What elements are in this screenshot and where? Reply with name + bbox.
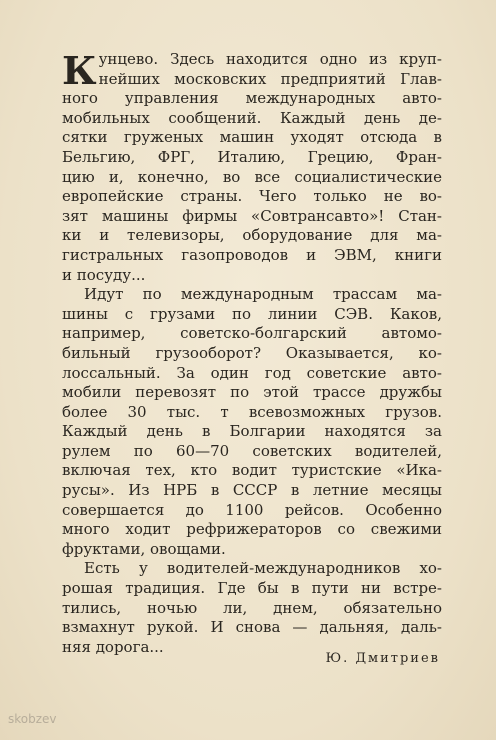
text-line: няя дорога...	[62, 637, 164, 656]
paragraph-1	[62, 50, 442, 285]
text-line: совершается до 1100 рейсов. Особенно	[62, 500, 442, 519]
text-line: и посуду...	[62, 265, 146, 284]
watermark: skobzev	[8, 712, 57, 726]
text-line: Идут по международным трассам ма-	[84, 285, 442, 304]
text-line: Есть у водителей-международников хо-	[84, 559, 442, 578]
text-line: много ходит рефрижераторов со свежими	[62, 520, 442, 539]
text-line: рулем по 60—70 советских водителей,	[62, 441, 442, 460]
text-line: ного управления международных авто-	[62, 89, 442, 108]
text-line: унцево. Здесь находится одно из круп-	[98, 50, 442, 68]
text-line: русы». Из НРБ в СССР в летние месяцы	[62, 481, 442, 500]
text-line: тились, ночью ли, днем, обязательно	[62, 598, 442, 617]
text-line: нейших московских предприятий Глав-	[98, 69, 442, 88]
text-line: гистральных газопроводов и ЭВМ, книги	[62, 245, 442, 264]
text-line: ки и телевизоры, оборудование для ма-	[62, 226, 442, 245]
text-line: фруктами, овощами.	[62, 539, 226, 558]
text-line: Каждый день в Болгарии находятся за	[62, 422, 442, 441]
text-line: цию и, конечно, во все социалистические	[62, 167, 442, 186]
text-line: например, советско-болгарский автомо-	[62, 324, 442, 343]
drop-cap: К	[62, 48, 97, 93]
text-line: более 30 тыс. т всевозможных грузов.	[62, 402, 442, 421]
text-line: взмахнут рукой. И снова — дальняя, даль-	[62, 618, 442, 637]
text-line: европейские страны. Чего только не во-	[62, 187, 442, 206]
text-line: шины с грузами по линии СЭВ. Каков,	[62, 304, 442, 323]
text-line: бильный грузооборот? Оказывается, ко-	[62, 343, 442, 362]
text-line: мобили перевозят по этой трассе дружбы	[62, 383, 442, 402]
text-line: зят машины фирмы «Совтрансавто»! Стан-	[62, 206, 442, 225]
text-line: включая тех, кто водит туристские «Ика-	[62, 461, 442, 480]
article-text	[62, 50, 442, 657]
paragraph-3	[62, 559, 442, 657]
text-line: сятки груженых машин уходят отсюда в	[62, 128, 442, 147]
text-line: мобильных сообщений. Каждый день де-	[62, 108, 442, 127]
author-signature: Ю. Дмитриев	[325, 651, 440, 666]
text-line: рошая традиция. Где бы в пути ни встре-	[62, 579, 442, 598]
text-line: Бельгию, ФРГ, Италию, Грецию, Фран-	[62, 147, 442, 166]
text-line: лоссальный. За один год советские авто-	[62, 363, 442, 382]
paragraph-2	[62, 285, 442, 559]
